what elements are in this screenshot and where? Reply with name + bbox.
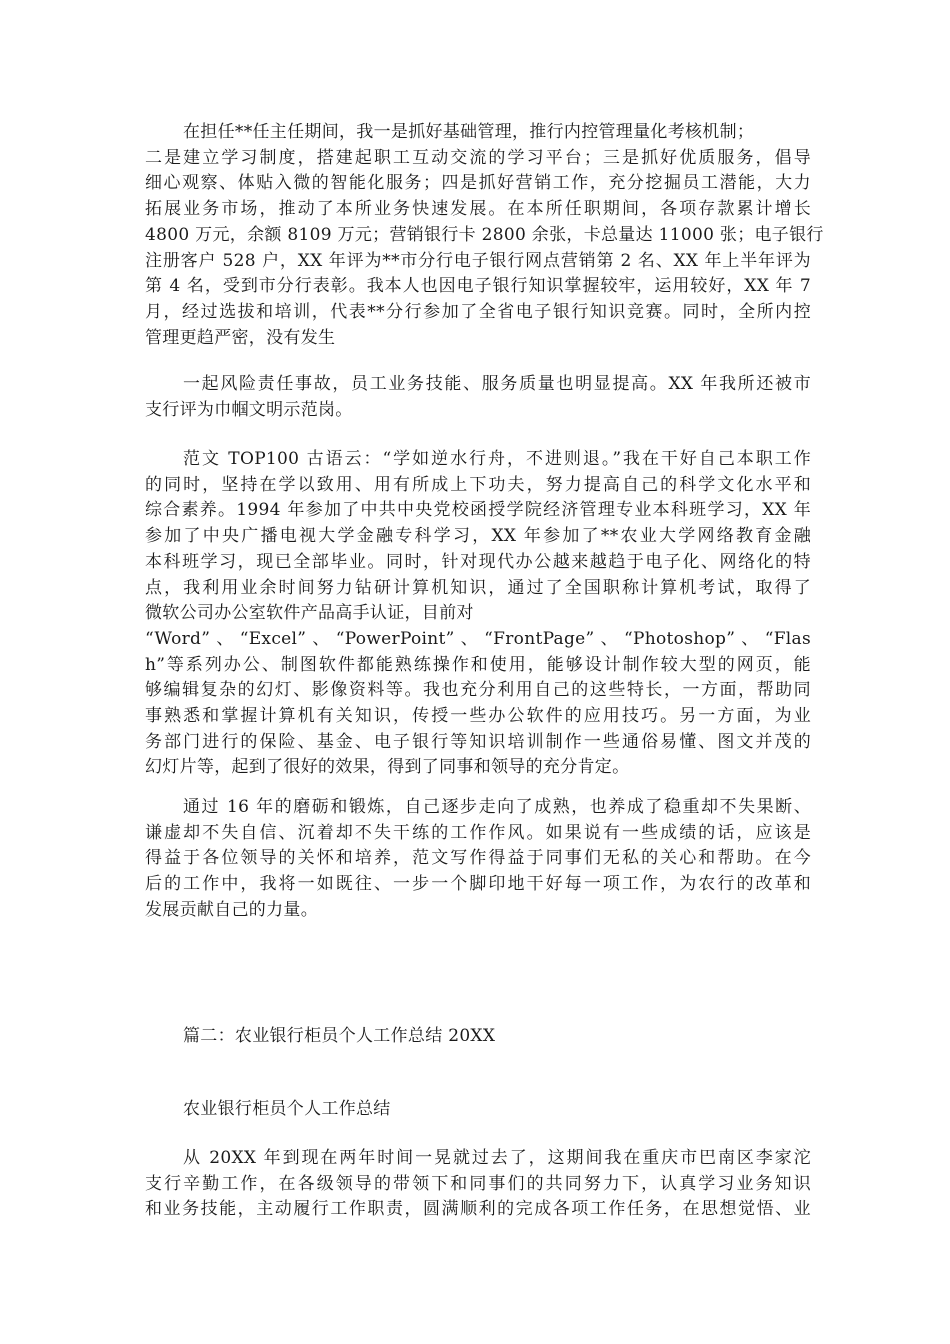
text-line: 发展贡献自己的力量。 [145,899,318,920]
text-line: h”等系列办公、制图软件都能熟练操作和使用，能够设计制作较大型的网页，能 [145,654,811,675]
text-line: 得益于各位领导的关怀和培养，范文写作得益于同事们无私的关心和帮助。在今 [145,848,811,869]
text-line: 参加了中央广播电视大学金融专科学习，XX 年参加了**农业大学网络教育金融 [145,526,811,547]
article-title-text: 农业银行柜员个人工作总结 [183,1099,391,1119]
section-heading [145,1024,811,1050]
text-line: 谦虚却不失自信、沉着却不失干练的工作作风。如果说有一些成绩的话，应该是 [145,822,811,843]
text-line: 拓展业务市场，推动了本所业务快速发展。在本所任职期间，各项存款累计增长 [145,199,811,220]
paragraph-study-skills [145,447,811,781]
text-line: 微软公司办公室软件产品高手认证，目前对 [145,603,474,624]
text-line: 二是建立学习制度，搭建起职工互动交流的学习平台；三是抓好优质服务，倡导 [145,147,811,168]
text-line: 从 20XX 年到现在两年时间一晃就过去了，这期间我在重庆市巴南区李家沱 [183,1148,811,1168]
text-line: 月，经过选拔和培训，代表**分行参加了全省电子银行知识竞赛。同时，全所内控 [145,301,811,322]
text-line: 支行辛勤工作，在各级领导的带领下和同事们的共同努力下，认真学习业务知识 [145,1173,811,1194]
text-line: 够编辑复杂的幻灯、影像资料等。我也充分利用自己的这些特长，一方面，帮助同 [145,680,811,701]
text-line: 综合素养。1994 年参加了中共中央党校函授学院经济管理专业本科班学习，XX 年 [145,500,811,521]
paragraph-risk-record [145,372,811,423]
text-line: 在担任**任主任期间，我一是抓好基础管理，推行内控管理量化考核机制； [183,122,755,142]
paragraph-teller-summary [145,1146,811,1223]
text-line: 的同时，坚持在学以致用、用有所成上下功夫，努力提高自己的科学文化水平和 [145,474,811,495]
text-line: 注册客户 528 户，XX 年评为**市分行电子银行网点营销第 2 名、XX 年上半年评为 [145,250,811,271]
text-line: “Word”、“Excel”、“PowerPoint”、“FrontPage”、“Photoshop”、“Flas [145,628,811,649]
text-line: 后的工作中，我将一如既往、一步一个脚印地干好每一项工作，为农行的改革和 [145,874,811,895]
text-line: 范文 TOP100 古语云：“学如逆水行舟，不进则退。”我在干好自己本职工作 [183,449,811,469]
paragraph-reflection [145,795,811,924]
text-line: 务部门进行的保险、基金、电子银行等知识培训制作一些通俗易懂、图文并茂的 [145,731,811,752]
section-heading-text: 篇二：农业银行柜员个人工作总结 20XX [183,1026,496,1046]
text-line: 事熟悉和掌握计算机有关知识，传授一些办公软件的应用技巧。另一方面，为业 [145,706,811,727]
text-line: 本科班学习，现已全部毕业。同时，针对现代办公越来越趋于电子化、网络化的特 [145,551,811,572]
article-title [145,1097,811,1123]
text-line: 通过 16 年的磨砺和锻炼，自己逐步走向了成熟，也养成了稳重却不失果断、 [183,797,811,817]
text-line: 一起风险责任事故，员工业务技能、服务质量也明显提高。XX 年我所还被市 [183,374,811,394]
text-line: 第 4 名，受到市分行表彰。我本人也因电子银行知识掌握较牢，运用较好，XX 年 7 [145,276,811,297]
text-line: 和业务技能，主动履行工作职责，圆满顺利的完成各项工作任务，在思想觉悟、业 [145,1199,811,1220]
text-line: 4800 万元，余额 8109 万元；营销银行卡 2800 余张，卡总量达 11000 张；电子银行 [145,224,824,245]
text-line: 点，我利用业余时间努力钻研计算机知识，通过了全国职称计算机考试，取得了 [145,577,811,598]
text-line: 支行评为巾帼文明示范岗。 [145,399,353,420]
text-line: 细心观察、体贴入微的智能化服务；四是抓好营销工作，充分挖掘员工潜能，大力 [145,173,811,194]
text-line: 管理更趋严密，没有发生 [145,327,336,348]
text-line: 幻灯片等，起到了很好的效果，得到了同事和领导的充分肯定。 [145,757,630,778]
paragraph-tenure-achievements [145,120,824,351]
